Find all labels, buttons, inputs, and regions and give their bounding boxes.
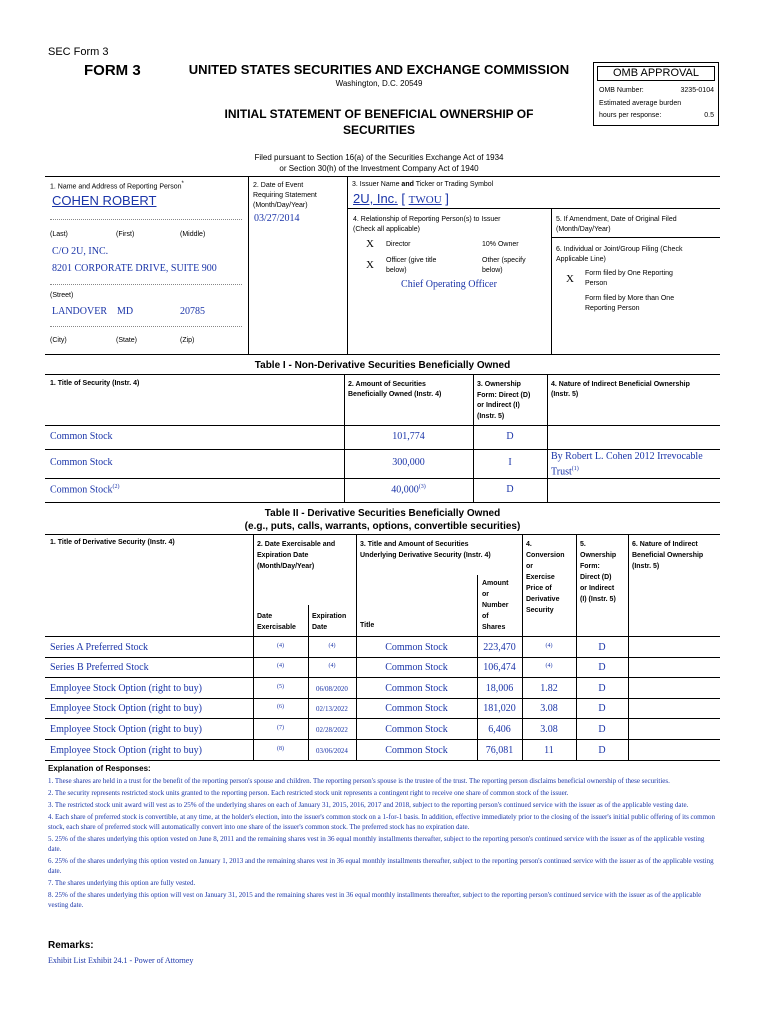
t2-h2-exp <box>312 611 346 633</box>
note-3: 3. The restricted stock unit award will vest as to 25% of the underlying shares on each of January 31, 2015, 2016, 2017 and 2018, subject to the reporting person's continued service with the issuer as of the applicable vesting date. <box>48 801 689 809</box>
box5-label <box>556 215 677 235</box>
t2-form: D <box>598 683 606 694</box>
remarks-title: Remarks: <box>48 940 94 951</box>
box2-label3: (Month/Day/Year) <box>253 202 308 209</box>
filed-pursuant <box>165 152 593 174</box>
t1-h3 <box>477 380 530 422</box>
middle-label: (Middle) <box>180 231 206 238</box>
t1-h3d: (Instr. 5) <box>477 412 505 420</box>
t1-h3a: 3. Ownership <box>477 381 521 388</box>
remarks-text: Exhibit List Exhibit 24.1 - Power of Attorney <box>48 956 194 965</box>
event-date: 03/27/2014 <box>254 213 300 224</box>
other-label2: below) <box>482 267 503 274</box>
reporting-person-link[interactable]: COHEN ROBERT <box>52 193 157 208</box>
box3-label <box>352 181 493 188</box>
t1-r2-amount: 300,000 <box>392 457 425 468</box>
more-person-label1: Form filed by More than One <box>585 295 675 302</box>
omb-hours-label: hours per response: <box>599 112 662 119</box>
t2-amount: 76,081 <box>485 745 514 756</box>
box3-label-and: and <box>401 181 414 188</box>
t2-h5a: 5. <box>580 541 586 548</box>
t2-h3-amt2: or <box>482 591 489 598</box>
t2-expiration: (4) <box>328 663 336 669</box>
note-6: 6. 25% of the shares underlying this option vested on January 1, 2013 and the remaining shares vest in 36 equal monthly installments thereafter, subject to the reporting person's continued service with the issuer as of the applicable vesting date. <box>48 857 714 875</box>
t2-expiration: 06/08/2020 <box>316 685 348 693</box>
t2-exercisable: (6) <box>277 704 284 710</box>
t2-exercisable: (8) <box>277 746 284 752</box>
t2-underlying: Common Stock <box>385 683 448 694</box>
t1-r1-form: D <box>506 431 514 442</box>
first-label: (First) <box>116 231 135 238</box>
street-label: (Street) <box>50 292 74 299</box>
t2-h5d: Direct (D) <box>580 574 612 581</box>
t2-h3-amt3: Number <box>482 602 509 609</box>
officer-check: X <box>366 259 374 271</box>
box1-label-mark: * <box>181 181 184 187</box>
table1-title: Table I - Non-Derivative Securities Beneficially Owned <box>254 360 511 371</box>
t2-amount: 18,006 <box>485 683 514 694</box>
officer-label2: below) <box>386 267 407 274</box>
more-person-label <box>585 294 674 314</box>
t2-title: Employee Stock Option (right to buy) <box>50 683 202 694</box>
t2-h6a: 6. Nature of Indirect <box>632 541 698 548</box>
officer-label1: Officer (give title <box>386 257 437 264</box>
t2-h4b: Conversion <box>526 552 565 559</box>
t1-r2-title: Common Stock <box>50 457 113 468</box>
note-8: 8. 25% of the shares underlying this option will vest on January 31, 2015 and the remaining shares vest in 36 equal monthly installments thereafter, subject to the reporting person's continued service with the issuer as of the applicable vesting date. <box>48 891 702 909</box>
t2-h2 <box>257 539 335 572</box>
t2-h2-date <box>257 611 296 633</box>
officer-label <box>386 256 436 276</box>
state-label: (State) <box>116 337 138 344</box>
t2-exercisable: (4) <box>277 643 284 649</box>
t2-form: D <box>598 724 606 735</box>
t2-form: D <box>598 703 606 714</box>
t1-r3-form: D <box>506 484 514 495</box>
t2-exercisable: (5) <box>277 684 284 690</box>
t2-h6 <box>632 539 703 572</box>
t1-r3-amount-fn: (3) <box>418 484 426 490</box>
filed-line2: or Section 30(h) of the Investment Company Act of 1940 <box>279 164 479 173</box>
t2-amount: 181,020 <box>483 703 516 714</box>
t2-h2-date-label: Date <box>257 613 273 620</box>
t2-h5f: (I) (Instr. 5) <box>580 596 616 603</box>
omb-title: OMB APPROVAL <box>597 66 715 81</box>
t2-expiration: 02/28/2022 <box>316 726 348 734</box>
t1-r1-title: Common Stock <box>50 431 113 442</box>
table2-title <box>45 507 720 533</box>
filed-line1: Filed pursuant to Section 16(a) of the Securities Exchange Act of 1934 <box>254 153 504 162</box>
t2-title: Employee Stock Option (right to buy) <box>50 745 202 756</box>
t1-h3b: Form: Direct (D) <box>477 391 531 399</box>
box4-label1: 4. Relationship of Reporting Person(s) to Issuer <box>353 216 501 223</box>
sec-form-label: SEC Form 3 <box>48 46 109 58</box>
t2-amount: 106,474 <box>483 662 516 673</box>
t2-h2b: Expiration Date <box>257 552 309 559</box>
commission-title: UNITED STATES SECURITIES AND EXCHANGE COMMISSION <box>188 62 570 77</box>
last-label: (Last) <box>50 231 68 238</box>
more-person-label2: Reporting Person <box>585 305 640 312</box>
t2-title: Series B Preferred Stock <box>50 662 149 673</box>
t2-underlying: Common Stock <box>385 724 448 735</box>
t2-h3-amount <box>482 578 508 633</box>
t2-h2-expiration: Expiration <box>312 613 347 620</box>
note-1: 1. These shares are held in a trust for the benefit of the reporting person's spouse and children. The reporting person's spouse is the trustee of the trust. The reporting person disclaims beneficial ownership of these securities. <box>48 777 670 785</box>
t2-h4c: or <box>526 563 533 570</box>
t2-expiration: (4) <box>328 643 336 649</box>
t1-r3-title: Common Stock <box>50 484 113 496</box>
box2-label2: Requiring Statement <box>253 192 317 199</box>
zip-value: 20785 <box>180 306 205 317</box>
statement-title-line2: SECURITIES <box>342 123 415 137</box>
t2-title: Employee Stock Option (right to buy) <box>50 724 202 735</box>
city-value: LANDOVER <box>52 306 107 317</box>
ticker-link[interactable]: TWOU <box>408 194 442 206</box>
t2-h3b: Underlying Derivative Security (Instr. 4) <box>360 552 491 559</box>
t2-price: 1.82 <box>540 683 558 694</box>
note-2: 2. The security represents restricted stock units granted to the reporting person. Each restricted stock unit represents a contingent right to receive one share of common stock of the issuer. <box>48 789 569 797</box>
box6-label2: Applicable Line) <box>556 256 606 263</box>
box5-label2: (Month/Day/Year) <box>556 226 611 233</box>
table2-title1: Table II - Derivative Securities Beneficially Owned <box>264 508 501 519</box>
note-7: 7. The shares underlying this option are fully vested. <box>48 879 196 887</box>
director-label: Director <box>386 241 411 248</box>
t2-h3-amt4: of <box>482 613 489 620</box>
t2-h6b: Beneficial Ownership <box>632 552 704 559</box>
t2-h1: 1. Title of Derivative Security (Instr. 4) <box>50 539 175 546</box>
t1-r2-nature2: Trust <box>551 466 572 478</box>
box5-label1: 5. If Amendment, Date of Original Filed <box>556 216 677 223</box>
t2-h3a: 3. Title and Amount of Securities <box>360 541 469 548</box>
t2-price: (4) <box>545 663 553 669</box>
owner-label: 10% Owner <box>482 241 519 248</box>
t2-h5e: or Indirect <box>580 585 615 592</box>
t2-form: D <box>598 662 606 673</box>
t2-h3-title: Title <box>360 622 375 629</box>
box6-label <box>556 245 682 265</box>
t2-title: Employee Stock Option (right to buy) <box>50 703 202 714</box>
t2-h2-date2: Date <box>312 624 328 631</box>
t2-h2c: (Month/Day/Year) <box>257 563 315 570</box>
box1-label-text: 1. Name and Address of Reporting Person <box>50 183 182 191</box>
zip-label: (Zip) <box>180 337 195 344</box>
omb-number-label: OMB Number: <box>599 87 644 94</box>
one-person-check: X <box>566 273 574 285</box>
box1-label <box>50 181 184 190</box>
address-line2: 8201 CORPORATE DRIVE, SUITE 900 <box>52 263 217 274</box>
t1-h2a: 2. Amount of Securities <box>348 381 426 388</box>
t2-underlying: Common Stock <box>385 642 448 653</box>
explanation-title: Explanation of Responses: <box>48 764 151 773</box>
t2-h5b: Ownership <box>580 552 617 559</box>
t1-r3-amount: 40,000 <box>391 484 419 496</box>
t2-form: D <box>598 745 606 756</box>
ticker-close: ] <box>441 191 449 206</box>
t1-h4b: (Instr. 5) <box>551 391 579 398</box>
t1-h3c: or Indirect (I) <box>477 402 520 409</box>
omb-burden-label: Estimated average burden <box>599 100 682 107</box>
t1-h1: 1. Title of Security (Instr. 4) <box>50 380 140 387</box>
t2-price: (4) <box>545 643 553 649</box>
t2-h2a: 2. Date Exercisable and <box>257 541 336 548</box>
t1-h4a: 4. Nature of Indirect Beneficial Ownership <box>551 381 690 388</box>
t1-h2b: Beneficially Owned (Instr. 4) <box>348 391 442 398</box>
t2-h3-amt5: Shares <box>482 624 506 631</box>
t2-amount: 6,406 <box>488 724 511 735</box>
state-value: MD <box>117 306 134 317</box>
box3-label-pre: 3. Issuer Name <box>352 181 402 188</box>
t2-amount: 223,470 <box>483 642 516 653</box>
other-label <box>482 256 526 276</box>
t2-price: 3.08 <box>540 703 558 714</box>
t1-r2-nature <box>551 451 703 478</box>
t2-expiration: 03/06/2024 <box>316 747 348 755</box>
omb-hours: 0.5 <box>704 112 714 119</box>
t1-r3-title-fn: (2) <box>112 484 120 490</box>
t1-r2-nature-fn: (1) <box>571 466 579 472</box>
box4-label <box>353 215 500 235</box>
other-label1: Other (specify <box>482 257 526 264</box>
t2-underlying: Common Stock <box>385 662 448 673</box>
one-person-label2: Person <box>585 280 608 287</box>
t1-r1-amount: 101,774 <box>392 431 425 442</box>
box6-label1: 6. Individual or Joint/Group Filing (Check <box>556 246 683 253</box>
t2-h4d: Exercise <box>526 574 555 581</box>
t2-h3-amt1: Amount <box>482 580 509 587</box>
t2-exercisable: (4) <box>277 663 284 669</box>
t2-price: 3.08 <box>540 724 558 735</box>
t2-h4 <box>526 539 565 616</box>
t2-title: Series A Preferred Stock <box>50 642 149 653</box>
officer-title: Chief Operating Officer <box>401 279 497 290</box>
box2-label1: 2. Date of Event <box>253 182 304 189</box>
t2-h4f: Derivative <box>526 596 560 603</box>
t2-expiration: 02/13/2022 <box>316 705 348 713</box>
t2-h4e: Price of <box>526 585 552 592</box>
box4-label2: (Check all applicable) <box>353 226 420 233</box>
ticker-open: [ <box>401 191 409 206</box>
commission-location: Washington, D.C. 20549 <box>335 79 423 88</box>
statement-title-line1: INITIAL STATEMENT OF BENEFICIAL OWNERSHIP OF <box>224 107 534 121</box>
t1-h4 <box>551 380 690 400</box>
one-person-label1: Form filed by One Reporting <box>585 270 673 277</box>
t2-h5c: Form: <box>580 563 600 570</box>
t2-h6c: (Instr. 5) <box>632 563 660 570</box>
t2-h5 <box>580 539 616 605</box>
omb-number: 3235-0104 <box>680 87 714 94</box>
table2-title2: (e.g., puts, calls, warrants, options, convertible securities) <box>244 521 521 532</box>
one-person-label <box>585 269 673 289</box>
note-5: 5. 25% of the shares underlying this option vested on June 8, 2011 and the remaining shares vest in 36 equal monthly installments thereafter, subject to the reporting person's continued service with the issuer as of the applicable vesting date. <box>48 835 705 853</box>
t1-r3-title-wrap <box>50 484 120 495</box>
director-check: X <box>366 238 374 250</box>
t2-price: 11 <box>544 745 554 756</box>
t2-form: D <box>598 642 606 653</box>
address-line1: C/O 2U, INC. <box>52 246 109 257</box>
city-label: (City) <box>50 337 67 344</box>
t1-r2-nature1: By Robert L. Cohen 2012 Irrevocable <box>551 451 703 462</box>
t1-r2-form: I <box>508 457 512 468</box>
statement-title <box>165 106 593 138</box>
explanation-notes <box>48 776 718 912</box>
box2-label <box>253 181 317 211</box>
t1-r3-amount-wrap <box>344 484 473 495</box>
issuer-line <box>353 191 449 206</box>
form-number: FORM 3 <box>84 62 141 79</box>
t2-h3 <box>360 539 491 561</box>
t2-h4g: Security <box>526 607 554 614</box>
t2-underlying: Common Stock <box>385 703 448 714</box>
t2-underlying: Common Stock <box>385 745 448 756</box>
t2-h4a: 4. <box>526 541 532 548</box>
box3-label-post: Ticker or Trading Symbol <box>413 181 494 188</box>
t2-h2-exercisable: Exercisable <box>257 624 296 631</box>
issuer-link[interactable]: 2U, Inc. <box>353 191 398 206</box>
t2-exercisable: (7) <box>277 725 284 731</box>
t1-h2 <box>348 380 441 400</box>
omb-approval-box <box>593 62 719 126</box>
note-4: 4. Each share of preferred stock is convertible, at any time, at the holder's election, into the issuer's common stock on a 1-for-1 basis. In addition, effective immediately prior to the closing of the issuer's initial public offering of its common stock, each share of preferred stock will automatically convert into one share of the issuer's common stock. The preferred stock has no expiration date. <box>48 813 716 831</box>
